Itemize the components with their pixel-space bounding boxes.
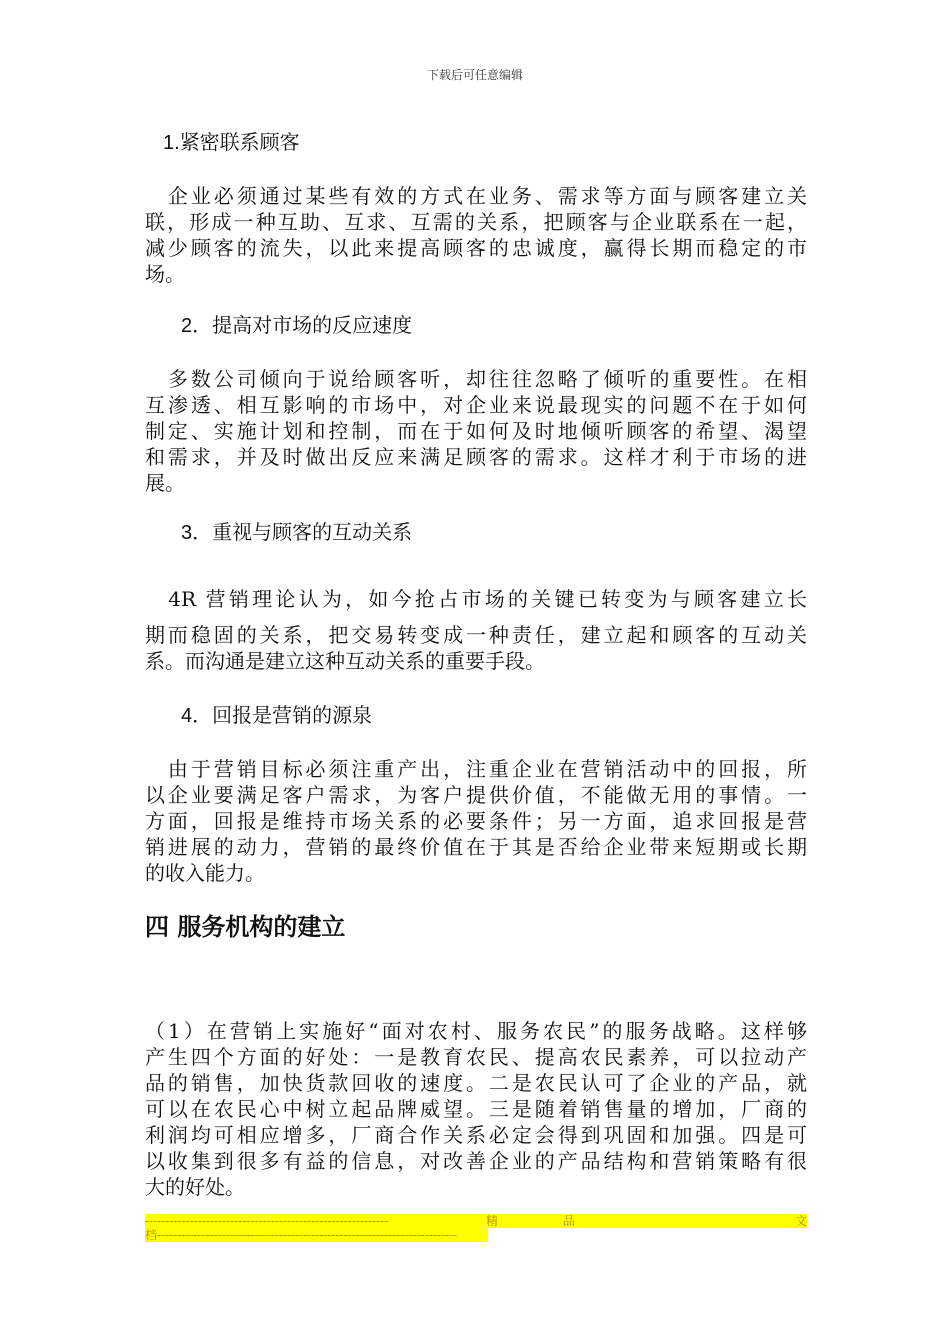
paragraph-line: 联，形成一种互助、互求、互需的关系，把顾客与企业联系在一起， xyxy=(145,210,807,234)
section-1-title xyxy=(163,129,300,156)
section-4-paragraph xyxy=(145,756,807,886)
footer-char: 文 xyxy=(794,1214,807,1228)
paragraph-line: 4R 营销理论认为，如今抢占市场的关键已转变为与顾客建立长 xyxy=(145,587,807,611)
section-1-label: 紧密联系顾客 xyxy=(179,130,300,154)
paragraph-line: 销进展的动力，营销的最终价值在于其是否给企业带来短期或长期 xyxy=(145,835,807,859)
paragraph-line: 的收入能力。 xyxy=(145,861,265,885)
footer-spacer xyxy=(640,1214,730,1228)
section-2-title xyxy=(181,312,412,339)
paragraph-line: 多数公司倾向于说给顾客听，却往往忽略了倾听的重要性。在相 xyxy=(145,367,807,391)
section-heading: 四 服务机构的建立 xyxy=(145,913,346,941)
section-2-label: 提高对市场的反应速度 xyxy=(212,313,413,337)
section-3-title xyxy=(181,519,412,546)
section-2-paragraph xyxy=(145,366,807,496)
footer-line-2: 档-------------------------------------------------------------------------- xyxy=(145,1228,488,1242)
footer-char: 精 xyxy=(485,1214,498,1228)
paragraph-line: 制定、实施计划和控制，而在于如何及时地倾听顾客的希望、渴望 xyxy=(145,419,807,443)
paragraph-line: 可以在农民心中树立起品牌威望。三是随着销售量的增加，厂商的 xyxy=(145,1097,807,1121)
footer-line-1 xyxy=(145,1214,807,1228)
section-3-number: 3． xyxy=(181,522,213,544)
paragraph-line: 产生四个方面的好处：一是教育农民、提高农民素养，可以拉动产 xyxy=(145,1045,807,1069)
footer-char: 品 xyxy=(562,1214,575,1228)
paragraph-line: 利润均可相应增多，厂商合作关系必定会得到巩固和加强。四是可 xyxy=(145,1123,807,1147)
section-4-label: 回报是营销的源泉 xyxy=(212,703,373,727)
section-4-number: 4． xyxy=(181,705,213,727)
paragraph-line: 期而稳固的关系，把交易转变成一种责任，建立起和顾客的互动关 xyxy=(145,623,807,647)
paragraph-line: 由于营销目标必须注重产出，注重企业在营销活动中的回报，所 xyxy=(145,757,807,781)
section-2-number: 2． xyxy=(181,315,213,337)
paragraph-line: 场。 xyxy=(145,262,185,286)
section-3-paragraph xyxy=(145,586,807,674)
section-1-paragraph xyxy=(145,183,807,287)
paragraph-line: 企业必须通过某些有效的方式在业务、需求等方面与顾客建立关 xyxy=(145,184,807,208)
paragraph-line: 以企业要满足客户需求，为客户提供价值，不能做无用的事情。一 xyxy=(145,783,807,807)
paragraph-line: 和需求，并及时做出反应来满足顾客的需求。这样才利于市场的进 xyxy=(145,445,807,469)
paragraph-line: 以收集到很多有益的信息，对改善企业的产品结构和营销策略有很 xyxy=(145,1149,807,1173)
section-1-number: 1. xyxy=(163,132,180,154)
paragraph-line: 大的好处。 xyxy=(145,1175,245,1199)
paragraph-line: 系。而沟通是建立这种互动关系的重要手段。 xyxy=(145,649,545,673)
page-footer xyxy=(145,1214,807,1245)
closing-paragraph xyxy=(145,1018,807,1200)
paragraph-line: （1）在营销上实施好“面对农村、服务农民”的服务战略。这样够 xyxy=(145,1019,807,1043)
paragraph-line: 减少顾客的流失，以此来提高顾客的忠诚度，赢得长期而稳定的市 xyxy=(145,236,807,260)
section-4-title xyxy=(181,702,372,729)
paragraph-line: 展。 xyxy=(145,471,185,495)
paragraph-line: 品的销售，加快货款回收的速度。二是农民认可了企业的产品，就 xyxy=(145,1071,807,1095)
page-header: 下载后可任意编辑 xyxy=(426,68,523,82)
footer-dashes: ------------------------------------------------------------ xyxy=(145,1214,389,1228)
paragraph-line: 方面，回报是维持市场关系的必要条件；另一方面，追求回报是营 xyxy=(145,809,807,833)
section-3-label: 重视与顾客的互动关系 xyxy=(212,520,413,544)
paragraph-line: 互渗透、相互影响的市场中，对企业来说最现实的问题不在于如何 xyxy=(145,393,807,417)
